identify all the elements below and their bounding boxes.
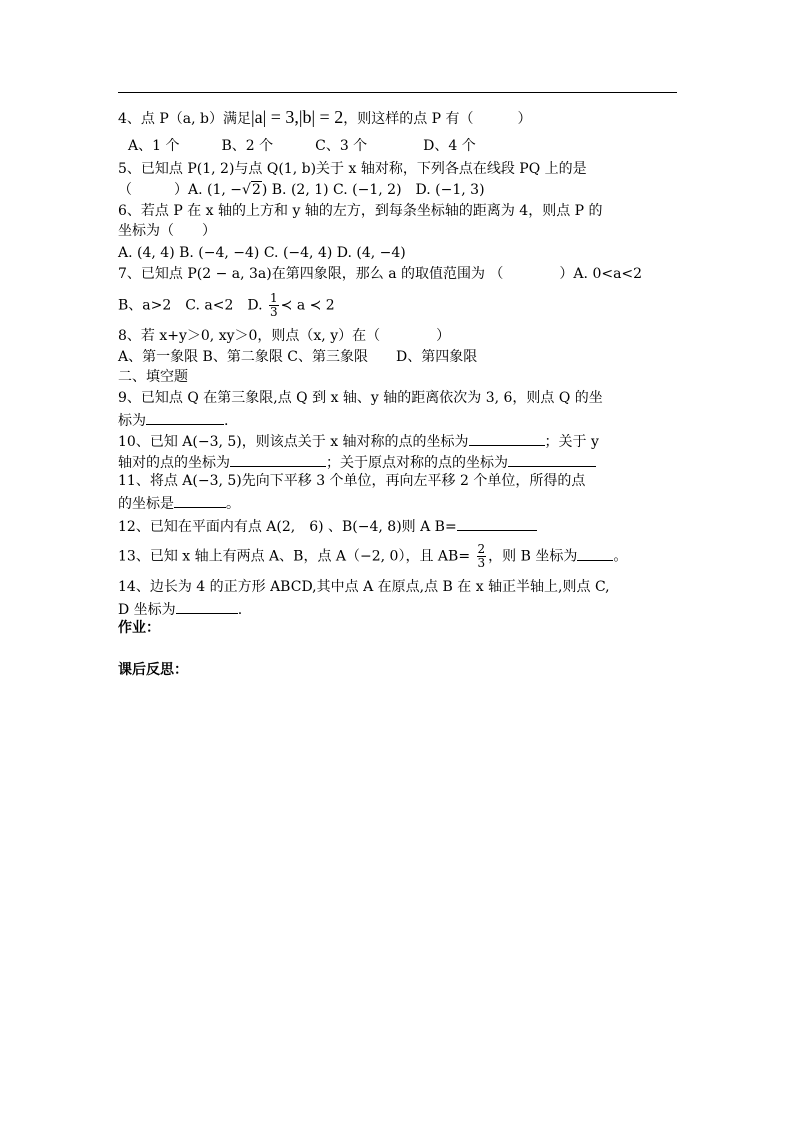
- question-10-line2: [118, 452, 596, 472]
- q5-text-a: （ ）A. (1, −: [118, 182, 243, 198]
- q7-frac-den: 3: [270, 305, 278, 319]
- q9-end: .: [224, 413, 229, 429]
- q11-text-a: 的坐标是: [118, 496, 174, 512]
- question-4-options: A、1 个 B、2 个 C、3 个 D、4 个: [128, 138, 476, 154]
- q13-fraction: [477, 543, 487, 570]
- question-7-line1: 7、已知点 P(2 − a, 3a)在第四象限，那么 a 的取值范围为 （ ）A. 0<a<2: [118, 266, 643, 282]
- question-9-line1: 9、已知点 Q 在第三象限,点 Q 到 x 轴、y 轴的距离依次为 3, 6，则点 Q 的坐: [118, 390, 603, 406]
- section-2-title: 二、填空题: [118, 369, 188, 385]
- q4-text-b: ，则这样的点 P 有（: [343, 111, 474, 127]
- q10-text-d: ；关于原点对称的点的坐标为: [326, 455, 508, 471]
- question-4-stem: [118, 108, 532, 128]
- answer-blank: [469, 431, 545, 446]
- answer-blank: [508, 452, 596, 467]
- question-5-line1: 5、已知点 P(1, 2)与点 Q(1, b)关于 x 轴对称，下列各点在线段 PQ 上的是: [118, 161, 587, 177]
- q11-text-b: 。: [226, 496, 240, 512]
- q7-fraction: [269, 292, 279, 319]
- reflection-label: 课后反思：: [118, 662, 188, 678]
- header-rule: [118, 92, 677, 93]
- answer-blank: [146, 410, 224, 425]
- q13-text-c: 。: [613, 548, 628, 565]
- question-6-line1: 6、若点 P 在 x 轴的上方和 y 轴的左方，到每条坐标轴的距离为 4，则点 P 的: [118, 203, 603, 219]
- q4-text-a: 4、点 P（a, b）满足: [118, 111, 251, 127]
- question-7-line2: [118, 292, 335, 319]
- q10-text-a: 10、已知 A(−3, 5)，则该点关于 x 轴对称的点的坐标为: [118, 434, 469, 450]
- q7-text-a: B、a>2 C. a<2 D.: [118, 297, 263, 314]
- answer-blank: [176, 599, 238, 614]
- q14-text-a: D 坐标为: [118, 602, 176, 618]
- q13-text-a: 13、已知 x 轴上有两点 A、B，点 A（−2, 0），且 AB=: [118, 548, 471, 565]
- question-8-options: A、第一象限 B、第二象限 C、第三象限 D、第四象限: [118, 349, 478, 365]
- question-11-line1: 11、将点 A(−3, 5)先向下平移 3 个单位，再向左平移 2 个单位，所得的点: [118, 473, 586, 489]
- question-14-line2: [118, 599, 242, 619]
- q14-text-b: .: [237, 602, 243, 618]
- question-6-options: A. (4, 4) B. (−4, −4) C. (−4, 4) D. (4, −4): [118, 245, 406, 261]
- question-10-line1: [118, 431, 599, 451]
- question-5-line2: [118, 181, 485, 199]
- question-9-line2: [118, 410, 228, 430]
- q4-text-c: ）: [517, 111, 532, 127]
- answer-blank: [174, 493, 226, 508]
- answer-blank: [577, 546, 613, 561]
- question-11-line2: [118, 493, 240, 513]
- q7-text-b: ≺ a ≺ 2: [280, 297, 335, 314]
- q4-condition: |a| = 3,|b| = 2: [251, 107, 344, 127]
- question-6-line2: 坐标为（ ）: [118, 223, 216, 239]
- question-14-line1: 14、边长为 4 的正方形 ABCD,其中点 A 在原点,点 B 在 x 轴正半轴上,则点 C,: [118, 579, 610, 595]
- q13-frac-den: 3: [477, 556, 486, 570]
- sqrt-symbol: √2: [242, 182, 261, 198]
- answer-blank: [230, 452, 326, 467]
- sqrt-radicand: 2: [251, 182, 261, 198]
- question-8-line1: 8、若 x+y＞0, xy＞0，则点（x, y）在（ ）: [118, 328, 451, 344]
- q13-frac-num: 2: [477, 542, 486, 556]
- question-13: [118, 543, 627, 570]
- q10-text-b: ；关于 y: [544, 434, 599, 450]
- q12-text: 12、已知在平面内有点 A(2, 6) 、B(−4, 8)则 A B=: [118, 519, 457, 535]
- homework-label: 作业：: [118, 620, 160, 636]
- q9-text: 标为: [118, 413, 146, 429]
- q10-text-c: 轴对的点的坐标为: [118, 455, 230, 471]
- q7-frac-num: 1: [270, 291, 278, 305]
- question-12: [118, 516, 537, 536]
- answer-blank: [457, 516, 537, 531]
- q5-text-b: ) B. (2, 1) C. (−1, 2) D. (−1, 3): [261, 182, 485, 198]
- q13-text-b: ，则 B 坐标为: [488, 548, 578, 565]
